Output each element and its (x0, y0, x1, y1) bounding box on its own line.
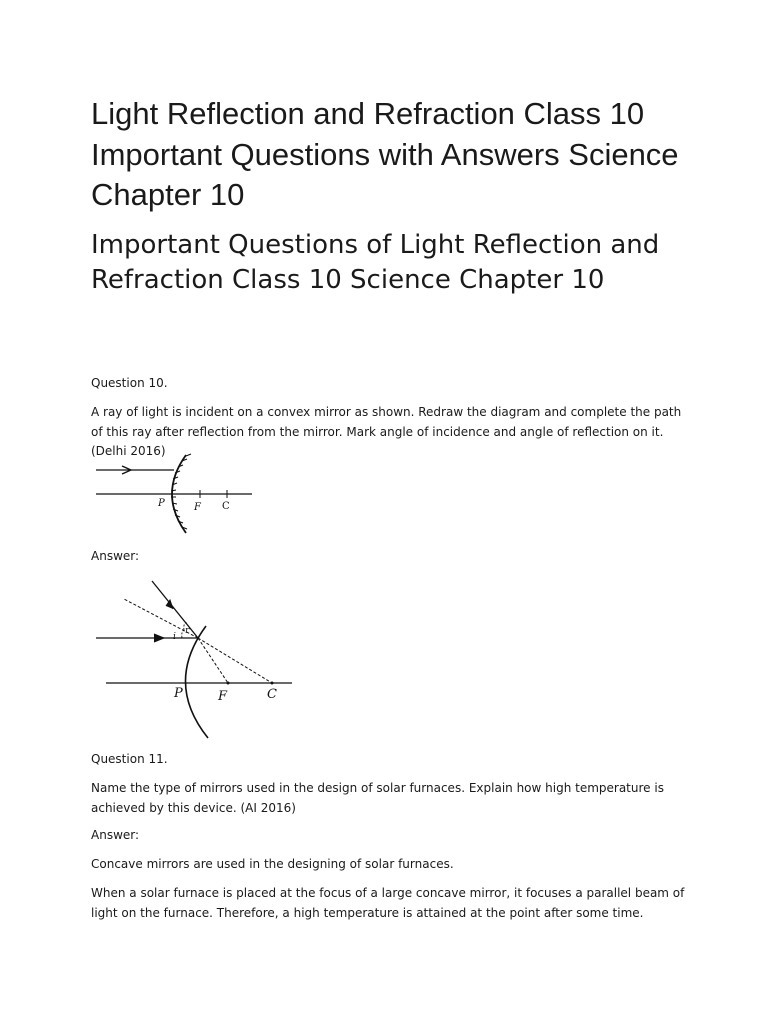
question-11-answer-label: Answer: (91, 828, 140, 842)
reflected-ray-arrow (166, 600, 173, 609)
centre-dot (271, 682, 274, 685)
question-10-text: A ray of light is incident on a convex mirror as shown. Redraw the diagram and complete the path of this ray after reflection from the mirror. Mark angle of incidence and angle of reflection on it. (Delhi 2016) (91, 405, 682, 458)
section-heading: Important Questions of Light Reflection and Refraction Class 10 Science Chapter 10 (91, 230, 660, 295)
point-p-label: P (174, 686, 183, 701)
point-f-label: F (218, 689, 228, 704)
question-11-label: Question 11. (91, 752, 168, 766)
angle-i-arc (182, 630, 184, 638)
question-10-label: Question 10. (91, 376, 168, 390)
point-c-label: C (222, 501, 230, 512)
question-11-answer-2: When a solar furnace is placed at the focus of a large concave mirror, it focuses a parallel beam of light on the furnace. Therefore, a high temperature is attained at the point after some time. (91, 886, 685, 920)
convex-mirror (185, 626, 208, 738)
point-p-label: P (158, 498, 165, 509)
point-c-label: C (267, 687, 277, 702)
incident-ray-arrow (154, 634, 164, 642)
question-10-diagram (94, 452, 264, 542)
question-10-answer-label: Answer: (91, 549, 140, 563)
normal-line (198, 638, 272, 683)
angle-r-label: r (185, 626, 190, 636)
question-11-text: Name the type of mirrors used in the design of solar furnaces. Explain how high temperature is achieved by this device. (AI 2016) (91, 781, 664, 815)
answer-10-diagram (94, 578, 294, 743)
angle-i-label: i (173, 632, 176, 642)
mirror-hatching (171, 454, 191, 529)
focus-dot (227, 682, 230, 685)
reflected-ray (152, 581, 198, 638)
question-11-answer-1: Concave mirrors are used in the designing of solar furnaces. (91, 857, 454, 871)
point-f-label: F (194, 502, 201, 513)
virtual-ray (198, 638, 228, 683)
page-title: Light Reflection and Refraction Class 10 Important Questions with Answers Science Chapter 10 (91, 96, 679, 212)
